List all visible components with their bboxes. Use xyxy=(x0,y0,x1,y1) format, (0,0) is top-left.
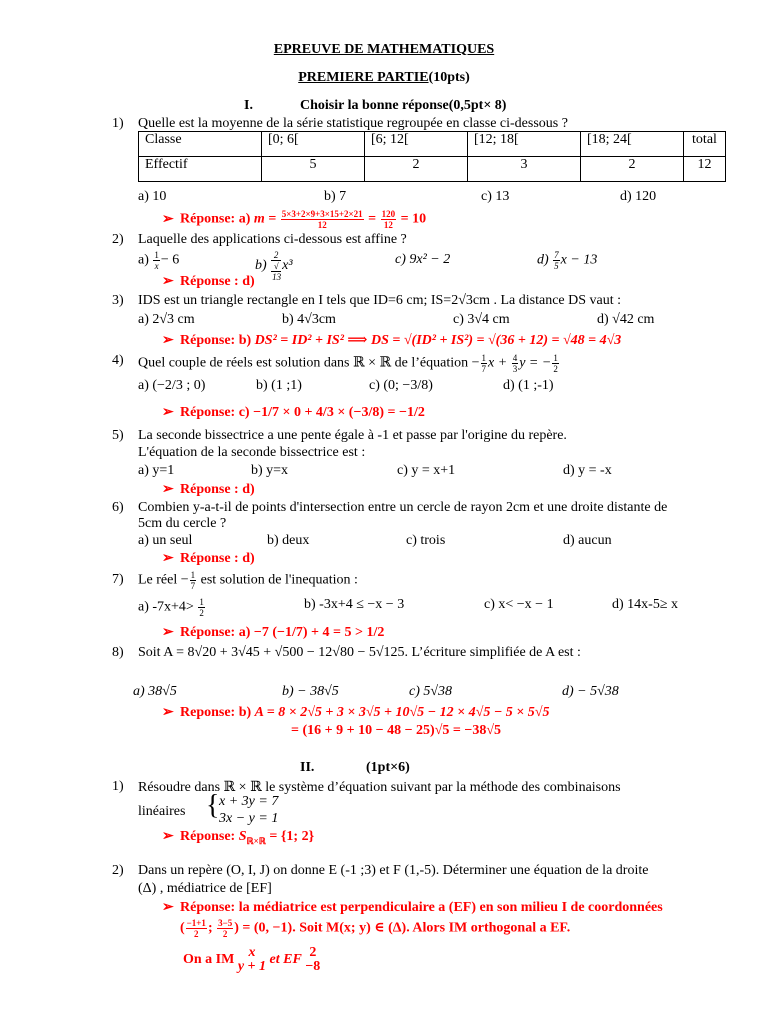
numerator: 7 xyxy=(554,250,559,260)
table-cell: 12 xyxy=(684,157,726,182)
numerator: 4 xyxy=(512,353,518,363)
denominator: x xyxy=(154,261,159,271)
section-number: II. xyxy=(300,760,315,775)
section-number: I. xyxy=(244,98,253,113)
vector-top: x xyxy=(248,945,256,960)
answer-subscript: ℝ×ℝ xyxy=(246,835,266,846)
option-d: d) √42 cm xyxy=(597,312,655,327)
answer-set: = {1; 2} xyxy=(269,829,315,844)
option-b: b) deux xyxy=(267,533,310,548)
fraction xyxy=(481,353,488,374)
option-d: d) y = -x xyxy=(563,463,612,478)
numerator: 120 xyxy=(381,209,396,219)
question-text: Résoudre dans ℝ × ℝ le système d’équation suivant par la méthode des combinaisons xyxy=(138,780,621,795)
question-number: 2) xyxy=(112,863,124,878)
answer-line xyxy=(162,624,384,641)
vector-im xyxy=(238,946,266,974)
section-title: (1pt×6) xyxy=(366,760,410,775)
option-d: d) aucun xyxy=(563,533,612,548)
vector-bottom: y + 1 xyxy=(237,959,267,974)
answer-expr: DS² = ID² + IS² ⟹ DS = √(ID² + IS²) = √(36 + 12) = √48 = 4√3 xyxy=(254,333,622,348)
fraction xyxy=(153,250,160,271)
answer-text: Réponse: la médiatrice est perpendiculaire a (EF) en son milieu I de coordonnées xyxy=(180,900,663,915)
answer-label: Réponse: c) xyxy=(180,405,250,420)
numerator: 3−5 xyxy=(218,918,233,928)
vector-ef xyxy=(305,946,320,974)
denominator: 2 xyxy=(553,364,558,374)
question-text: IDS est un triangle rectangle en I tels que ID=6 cm; IS=2√3cm . La distance DS vaut : xyxy=(138,293,622,308)
question-text: 5cm du cercle ? xyxy=(138,516,227,531)
option-c: c) x< −x − 1 xyxy=(484,597,554,612)
table-row xyxy=(139,157,726,182)
question-text: (Δ) , médiatrice de [EF] xyxy=(138,881,272,896)
fraction xyxy=(186,918,207,939)
option-expr: x³ xyxy=(282,258,293,274)
equation-1: x + 3y = 7 xyxy=(219,794,279,809)
equals: = xyxy=(368,211,377,227)
option-a xyxy=(138,250,179,271)
vector-top: 2 xyxy=(309,945,317,960)
text-part: y = − xyxy=(519,355,552,371)
answer-label: Reponse: b) xyxy=(180,705,252,720)
answer-line-3 xyxy=(183,946,320,974)
option-d: d) (1 ;-1) xyxy=(503,378,554,393)
arrow-icon: ➢ xyxy=(162,211,174,227)
fraction xyxy=(553,250,560,271)
question-number: 7) xyxy=(112,572,124,587)
answer-line xyxy=(162,704,549,721)
fraction xyxy=(552,353,559,374)
numerator: 1 xyxy=(154,250,159,260)
question-number: 1) xyxy=(112,116,124,131)
answer-expr: −7 (−1/7) + 4 = 5 > 1/2 xyxy=(253,625,385,640)
table-cell: 2 xyxy=(365,157,468,182)
answer-line xyxy=(162,828,314,847)
text-part: Quel couple de réels est solution dans ℝ × ℝ de l’équation − xyxy=(138,355,480,371)
arrow-icon: ➢ xyxy=(162,333,174,348)
option-label: d) xyxy=(537,252,549,268)
answer-label: Réponse: b) xyxy=(180,333,252,348)
option-b: b) 4√3cm xyxy=(282,312,336,327)
denominator: 5 xyxy=(554,261,559,271)
numerator: 1 xyxy=(199,597,204,607)
part-title xyxy=(0,70,768,86)
answer-text: Réponse : d) xyxy=(180,482,255,497)
option-b: b) (1 ;1) xyxy=(256,378,302,393)
fraction xyxy=(381,209,397,230)
option-label: a) xyxy=(138,252,149,268)
option-a: a) (−2/3 ; 0) xyxy=(138,378,206,393)
option-expr: x − 13 xyxy=(560,252,598,268)
numerator: 1 xyxy=(190,570,196,580)
question-text xyxy=(138,570,358,591)
option-d: d) 120 xyxy=(620,189,657,204)
question-number: 6) xyxy=(112,500,124,515)
numerator: 1 xyxy=(481,353,487,363)
numerator: 1 xyxy=(553,353,558,363)
result: = 10 xyxy=(400,211,427,227)
question-text xyxy=(138,353,560,374)
arrow-icon: ➢ xyxy=(162,705,174,720)
answer-text: Réponse : d) xyxy=(180,551,255,566)
question-number: 5) xyxy=(112,428,124,443)
arrow-icon: ➢ xyxy=(162,829,174,844)
option-a: a) 10 xyxy=(138,189,167,204)
numerator: 5×3+2×9+3×15+2×21 xyxy=(281,209,363,219)
fraction xyxy=(512,353,519,374)
question-text: La seconde bissectrice a une pente égale à -1 et passe par l'origine du repère. xyxy=(138,428,567,443)
option-b: b) y=x xyxy=(251,463,289,478)
denominator: 2 xyxy=(194,929,199,939)
table-cell: [6; 12[ xyxy=(365,132,468,157)
table-cell: 5 xyxy=(262,157,365,182)
denominator: 7 xyxy=(481,364,487,374)
table-cell: total xyxy=(684,132,726,157)
table-cell: [12; 18[ xyxy=(468,132,581,157)
denominator: 12 xyxy=(317,220,327,230)
denominator: 3 xyxy=(512,364,518,374)
answer-expr: A = 8 × 2√5 + 3 × 3√5 + 10√5 − 12 × 4√5 − 5 × 5√5 xyxy=(254,705,550,720)
question-text: Soit A = 8√20 + 3√45 + √500 − 12√80 − 5√125. L’écriture simplifiée de A est : xyxy=(138,645,581,660)
fraction xyxy=(271,250,281,282)
option-d: d) − 5√38 xyxy=(562,684,619,699)
option-d xyxy=(537,250,597,271)
answer-expr: −1/7 × 0 + 4/3 × (−3/8) = −1/2 xyxy=(253,405,425,420)
table-cell: Classe xyxy=(139,132,262,157)
text-part: Le réel − xyxy=(138,572,189,588)
question-text: Dans un repère (O, I, J) on donne E (-1 ;3) et F (1,-5). Déterminer une équation de la droite xyxy=(138,863,649,878)
part-points: (10pts) xyxy=(428,70,470,85)
document-title: EPREUVE DE MATHEMATIQUES xyxy=(273,42,495,57)
arrow-icon: ➢ xyxy=(162,274,174,289)
option-d: d) 14x-5≥ x xyxy=(612,597,679,612)
table-cell: Effectif xyxy=(139,157,262,182)
question-text: Laquelle des applications ci-dessous est affine ? xyxy=(138,232,407,247)
answer-line xyxy=(162,404,425,421)
option-c: c) 3√4 cm xyxy=(453,312,510,327)
option-label: b) xyxy=(255,258,267,274)
option-text: a) -7x+4> xyxy=(138,599,194,615)
option-b: b) 7 xyxy=(324,189,347,204)
option-a: a) un seul xyxy=(138,533,193,548)
answer-label: Réponse: a) xyxy=(180,211,251,227)
fraction xyxy=(198,597,205,618)
numerator: −1+1 xyxy=(186,918,206,928)
answer-var: S xyxy=(238,829,247,844)
fraction xyxy=(217,918,233,939)
table-cell: 2 xyxy=(581,157,684,182)
question-number: 3) xyxy=(112,293,124,308)
arrow-icon: ➢ xyxy=(162,625,174,640)
answer-line xyxy=(162,550,255,567)
fraction xyxy=(190,570,197,591)
arrow-icon: ➢ xyxy=(162,482,174,497)
question-number: 2) xyxy=(112,232,124,247)
option-a: a) y=1 xyxy=(138,463,175,478)
table-cell: [18; 24[ xyxy=(581,132,684,157)
answer-text: = (0, −1). Soit M(x; y) ∈ (Δ). Alors IM orthogonal a EF. xyxy=(242,920,571,936)
denominator: 7 xyxy=(190,581,196,591)
arrow-icon: ➢ xyxy=(162,405,174,420)
option-b: b) -3x+4 ≤ −x − 3 xyxy=(304,597,405,612)
answer-line xyxy=(162,273,255,290)
denominator: √ 13 xyxy=(272,261,282,282)
answer-line xyxy=(162,481,255,498)
vector-label: et EF xyxy=(269,952,302,968)
vector-bottom: −8 xyxy=(305,959,321,974)
answer-line xyxy=(162,899,663,916)
answer-line-2: ( $\frac{-1+1}{2}$ ; $\frac{3-5}{2}$ ) = (0, −1). Soit M(x; y) ∈ (Δ). Alors IM orthogonal a EF. xyxy=(180,918,571,939)
class-table xyxy=(138,131,726,182)
denominator: 12 xyxy=(383,220,393,230)
question-number: 4) xyxy=(112,353,124,368)
option-c: c) 5√38 xyxy=(409,684,453,699)
text-part: x + xyxy=(488,355,508,371)
table-cell: [0; 6[ xyxy=(262,132,365,157)
option-c: c) y = x+1 xyxy=(397,463,456,478)
question-text: linéaires xyxy=(138,804,186,819)
vector-label: On a IM xyxy=(183,952,235,968)
answer-label: Réponse: a) xyxy=(180,625,251,640)
table-cell: 3 xyxy=(468,157,581,182)
option-a: a) 38√5 xyxy=(133,684,177,699)
option-c: c) 13 xyxy=(481,189,510,204)
part-title-text: PREMIERE PARTIE xyxy=(298,70,429,85)
arrow-icon: ➢ xyxy=(162,900,174,915)
table-row xyxy=(139,132,726,157)
question-text: L'équation de la seconde bissectrice est : xyxy=(138,445,366,460)
answer-line xyxy=(162,209,426,230)
option-a: a) 2√3 cm xyxy=(138,312,195,327)
text-part: est solution de l'inequation : xyxy=(200,572,358,588)
section-title: Choisir la bonne réponse(0,5pt× 8) xyxy=(300,98,507,113)
equation-2: 3x − y = 1 xyxy=(219,811,279,826)
option-c: c) 9x² − 2 xyxy=(395,252,451,267)
answer-text: Réponse : d) xyxy=(180,274,255,289)
question-text: Combien y-a-t-il de points d'intersection entre un cercle de rayon 2cm et une droite distante de xyxy=(138,500,668,515)
fraction xyxy=(281,209,364,230)
numerator: 2 xyxy=(271,250,281,261)
denominator: 2 xyxy=(222,929,228,939)
option-b xyxy=(255,250,293,282)
option-b: b) − 38√5 xyxy=(282,684,339,699)
option-c: c) (0; −3/8) xyxy=(369,378,433,393)
option-a xyxy=(138,597,206,618)
question-number: 8) xyxy=(112,645,124,660)
system-brace: { xyxy=(206,790,220,821)
answer-line-2: = (16 + 9 + 10 − 48 − 25)√5 = −38√5 xyxy=(291,723,502,738)
question-text: Quelle est la moyenne de la série statistique regroupée en classe ci-dessous ? xyxy=(138,116,568,131)
arrow-icon: ➢ xyxy=(162,551,174,566)
answer-var: m = xyxy=(253,211,277,227)
option-expr: − 6 xyxy=(160,252,180,268)
denominator: 2 xyxy=(199,608,204,618)
answer-line xyxy=(162,332,621,349)
answer-label: Réponse: xyxy=(180,829,236,844)
option-c: c) trois xyxy=(406,533,446,548)
question-number: 1) xyxy=(112,779,124,794)
